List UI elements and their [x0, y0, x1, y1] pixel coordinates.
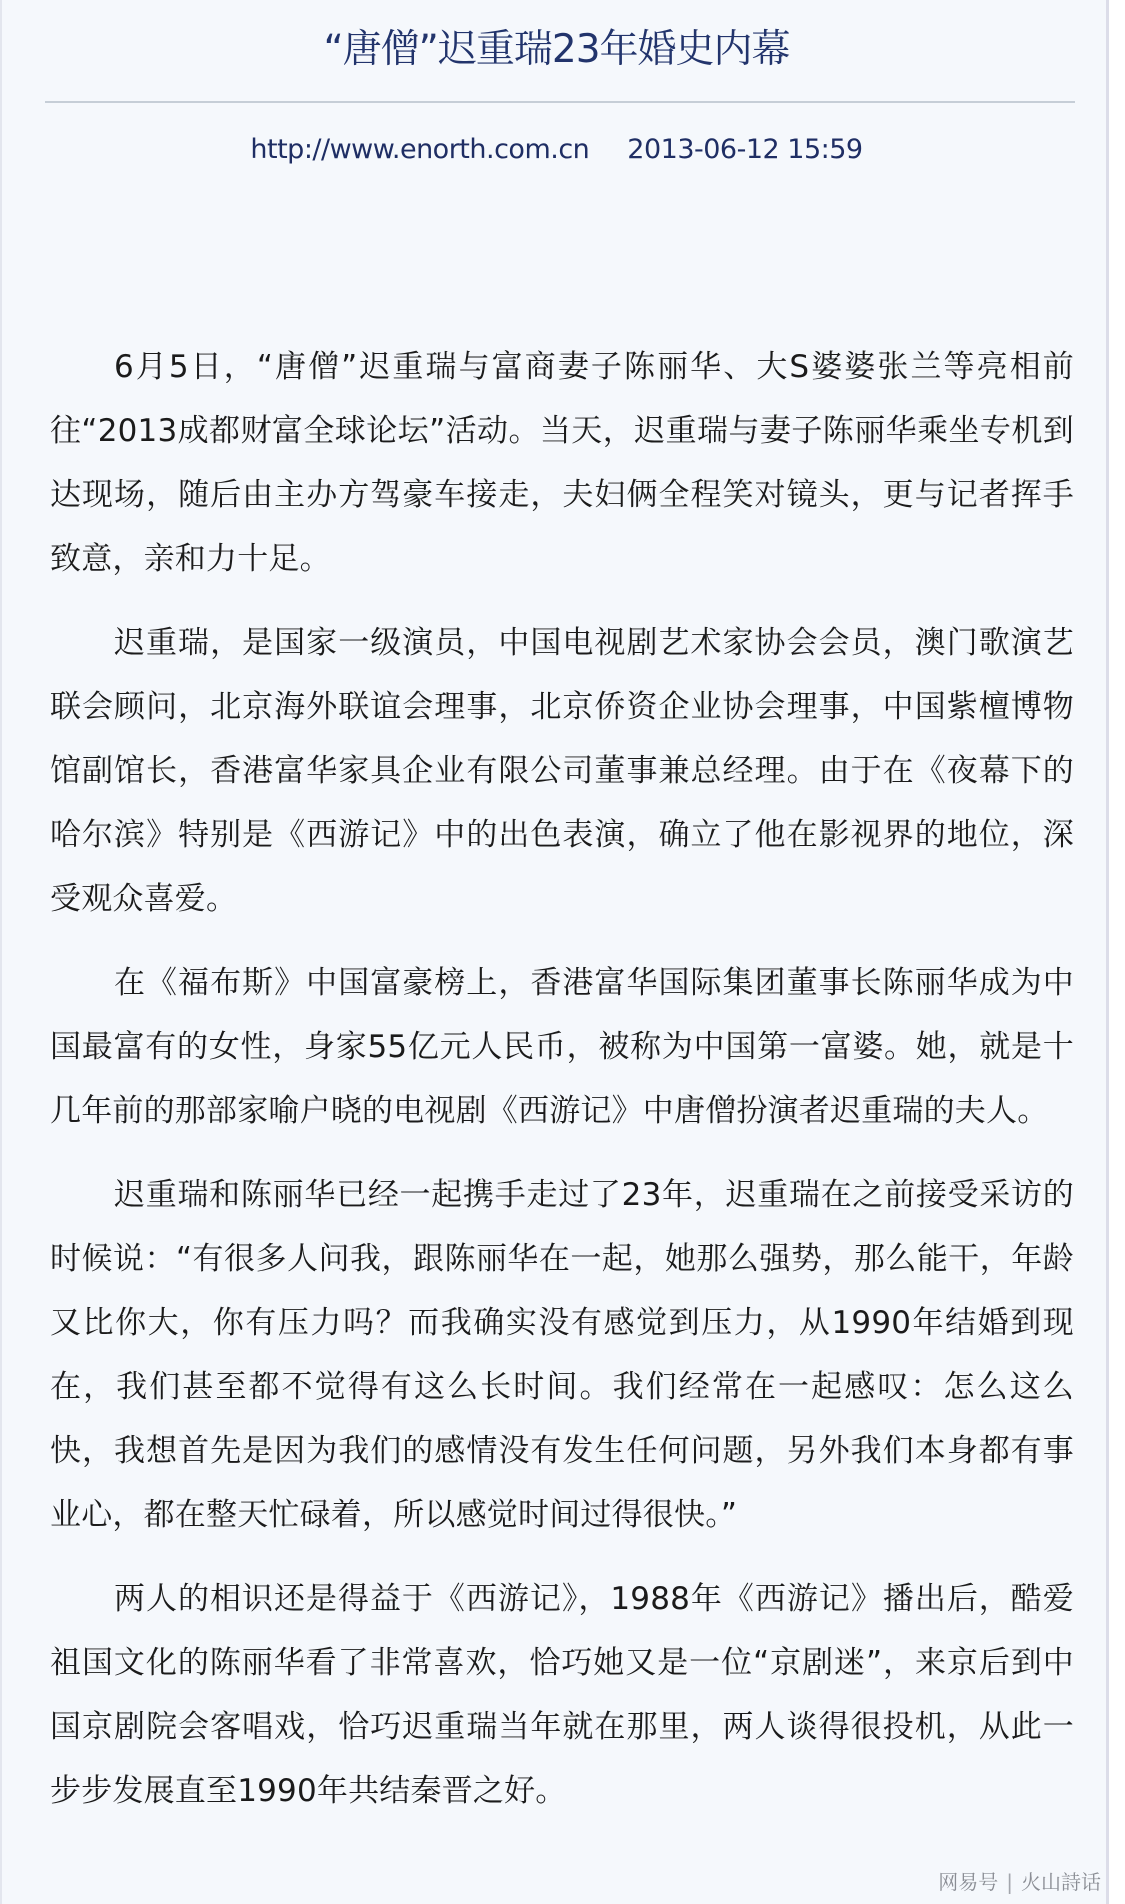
watermark [934, 1868, 1105, 1896]
source-url-link[interactable]: http://www.enorth.com.cn [250, 134, 590, 165]
article-paragraph: 迟重瑞和陈丽华已经一起携手走过了23年，迟重瑞在之前接受采访的时候说：“有很多人问我，跟陈丽华在一起，她那么强势，那么能干，年龄又比你大，你有压力吗？而我确实没有感觉到压力，从1990年结婚到现在，我们甚至都不觉得有这么长时间。我们经常在一起感叹：怎么这么快，我想首先是因为我们的感情没有发生任何问题，另外我们本身都有事业心，都在整天忙碌着，所以感觉时间过得很快。” [50, 1177, 1074, 1533]
article-meta [2, 130, 1111, 170]
article-paragraph: 迟重瑞，是国家一级演员，中国电视剧艺术家协会会员，澳门歌演艺联会顾问，北京海外联谊会理事，北京侨资企业协会理事，中国紫檀博物馆副馆长，香港富华家具企业有限公司董事兼总经理。由于在《夜幕下的哈尔滨》特别是《西游记》中的出色表演，确立了他在影视界的地位，深受观众喜爱。 [50, 625, 1074, 917]
article-paragraph: 6月5日，“唐僧”迟重瑞与富商妻子陈丽华、大S婆婆张兰等亮相前往“2013成都财富全球论坛”活动。当天，迟重瑞与妻子陈丽华乘坐专机到达现场，随后由主办方驾豪车接走，夫妇俩全程笑对镜头，更与记者挥手致意，亲和力十足。 [50, 349, 1074, 577]
watermark-separator: | [1006, 1870, 1013, 1894]
publish-date: 2013-06-12 15:59 [627, 134, 863, 165]
title-divider [45, 101, 1075, 103]
article-body [50, 335, 1074, 1843]
article-title: “唐僧”迟重瑞23年婚史内幕 [323, 27, 790, 72]
article-paragraph: 两人的相识还是得益于《西游记》，1988年《西游记》播出后，酷爱祖国文化的陈丽华看了非常喜欢，恰巧她又是一位“京剧迷”，来京后到中国京剧院会客唱戏，恰巧迟重瑞当年就在那里，两人谈得很投机，从此一步步发展直至1990年共结秦晋之好。 [50, 1581, 1074, 1809]
watermark-account: 火山詩话 [1021, 1870, 1101, 1894]
watermark-platform: 网易号 [938, 1870, 999, 1894]
article-paragraph: 在《福布斯》中国富豪榜上，香港富华国际集团董事长陈丽华成为中国最富有的女性，身家55亿元人民币，被称为中国第一富婆。她，就是十几年前的那部家喻户晓的电视剧《西游记》中唐僧扮演者迟重瑞的夫人。 [50, 965, 1074, 1129]
